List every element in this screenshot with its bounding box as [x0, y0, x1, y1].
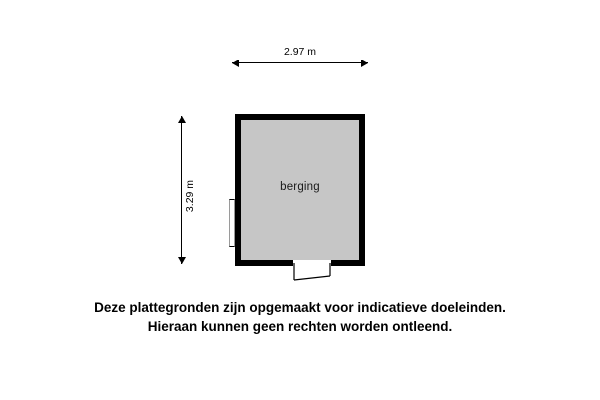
width-dimension-line: [232, 62, 368, 63]
disclaimer-text: [0, 298, 600, 336]
disclaimer-line-2: Hieraan kunnen geen rechten worden ontleend.: [147, 319, 453, 334]
width-dimension-label: 2.97 m: [232, 46, 368, 60]
dimension-line-segment: [232, 62, 368, 63]
room-label-berging: berging: [280, 181, 320, 193]
arrow-down-icon: [178, 257, 186, 264]
disclaimer-line-1: Deze plattegronden zijn opgemaakt voor indicatieve doeleinden.: [94, 300, 506, 315]
door-swing-icon: [291, 262, 333, 282]
dimension-line-segment: [181, 116, 182, 264]
height-dimension-line: [181, 116, 182, 264]
arrow-up-icon: [178, 116, 186, 123]
height-dimension-label: 3.29 m: [184, 179, 196, 213]
window-icon: [229, 199, 235, 247]
